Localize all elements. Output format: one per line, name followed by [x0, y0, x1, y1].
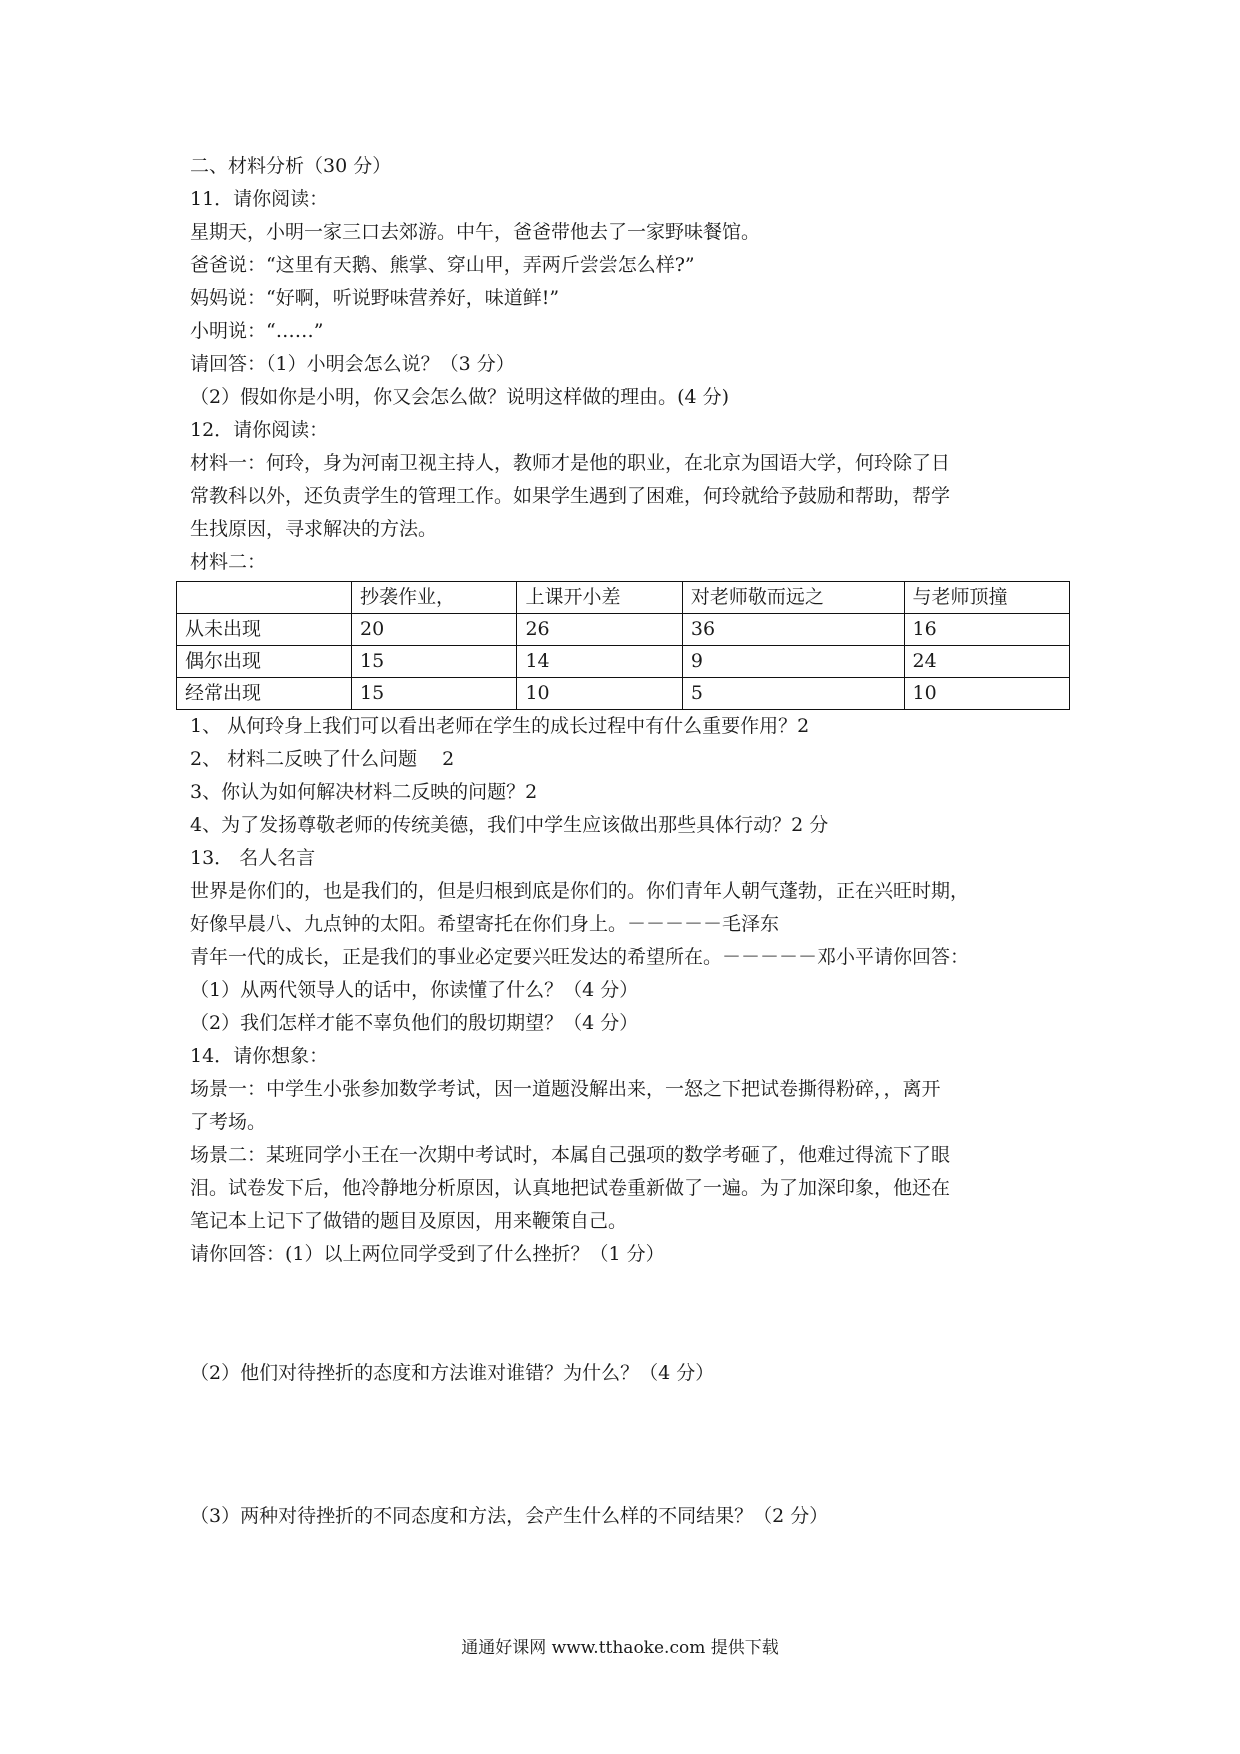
q12-question: 2、 材料二反映了什么问题 2	[190, 748, 455, 770]
table-cell: 15	[352, 678, 517, 710]
q11-line: 星期天，小明一家三口去郊游。中午，爸爸带他去了一家野味餐馆。	[190, 221, 761, 243]
q12-question: 3、你认为如何解决材料二反映的问题？2	[190, 781, 538, 803]
q14-question: （2）他们对待挫折的态度和方法谁对谁错？为什么？（4 分）	[190, 1362, 715, 1384]
table-row	[177, 678, 1070, 710]
q14-line: 场景一：中学生小张参加数学考试，因一道题没解出来，一怒之下把试卷撕得粉碎，，离开	[190, 1078, 941, 1100]
table-cell: 20	[352, 614, 517, 646]
q13-line: 世界是你们的，也是我们的，但是归根到底是你们的。你们青年人朝气蓬勃，正在兴旺时期，	[190, 880, 970, 902]
table-cell: 10	[904, 678, 1070, 710]
q11-line: 妈妈说：“好啊，听说野味营养好，味道鲜!”	[190, 287, 560, 309]
q14-line: 笔记本上记下了做错的题目及原因，用来鞭策自己。	[190, 1210, 628, 1232]
q11-line: 爸爸说：“这里有天鹅、熊掌、穿山甲，弄两斤尝尝怎么样?”	[190, 254, 695, 276]
q12-question: 1、 从何玲身上我们可以看出老师在学生的成长过程中有什么重要作用？2	[190, 715, 810, 737]
table-row	[177, 646, 1070, 678]
page-footer: 通通好课网 www.tthaoke.com 提供下载	[461, 1638, 779, 1658]
table-header-cell: 抄袭作业，	[352, 582, 517, 614]
answer-space	[190, 1271, 1070, 1357]
q14-heading: 14．请你想象：	[190, 1045, 329, 1067]
table-cell: 偶尔出现	[177, 646, 352, 678]
q13-line: 青年一代的成长，正是我们的事业必定要兴旺发达的希望所在。－－－－－邓小平请你回答：	[190, 946, 970, 968]
q14-question: （3）两种对待挫折的不同态度和方法，会产生什么样的不同结果？（2 分）	[190, 1505, 829, 1527]
table-cell: 5	[682, 678, 904, 710]
survey-table	[176, 581, 1070, 710]
q13-heading: 13． 名人名言	[190, 847, 316, 869]
table-cell: 10	[517, 678, 682, 710]
table-cell: 16	[904, 614, 1070, 646]
table-cell: 24	[904, 646, 1070, 678]
q12-question: 4、为了发扬尊敬老师的传统美德，我们中学生应该做出那些具体行动？2 分	[190, 814, 829, 836]
q11-question: （2）假如你是小明，你又会怎么做？说明这样做的理由。(4 分)	[190, 386, 730, 408]
section-title: 二、材料分析（30 分）	[190, 155, 392, 177]
q11-line: 小明说：“……”	[190, 320, 324, 342]
q12-material1-line: 生找原因，寻求解决的方法。	[190, 518, 438, 540]
q11-heading: 11．请你阅读：	[190, 188, 329, 210]
q12-material2-label: 材料二：	[190, 551, 267, 573]
table-header-row	[177, 582, 1070, 614]
table-header-cell: 与老师顶撞	[904, 582, 1070, 614]
q13-question: （2）我们怎样才能不辜负他们的殷切期望？（4 分）	[190, 1012, 639, 1034]
table-cell: 14	[517, 646, 682, 678]
table-cell: 9	[682, 646, 904, 678]
q14-line: 了考场。	[190, 1111, 267, 1133]
table-header-cell: 对老师敬而远之	[682, 582, 904, 614]
table-row	[177, 614, 1070, 646]
table-cell: 从未出现	[177, 614, 352, 646]
table-cell: 26	[517, 614, 682, 646]
q12-material1-line: 常教科以外，还负责学生的管理工作。如果学生遇到了困难，何玲就给予鼓励和帮助，帮学	[190, 485, 951, 507]
q11-question: 请回答：（1）小明会怎么说？（3 分）	[190, 353, 515, 375]
q13-line: 好像早晨八、九点钟的太阳。希望寄托在你们身上。－－－－－毛泽东	[190, 913, 780, 935]
answer-space	[190, 1390, 1070, 1500]
q14-line: 泪。试卷发下后，他冷静地分析原因，认真地把试卷重新做了一遍。为了加深印象，他还在	[190, 1177, 951, 1199]
q14-line: 场景二：某班同学小王在一次期中考试时，本属自己强项的数学考砸了，他难过得流下了眼	[190, 1144, 951, 1166]
table-header-cell: 上课开小差	[517, 582, 682, 614]
q12-heading: 12．请你阅读：	[190, 419, 329, 441]
q12-material1-line: 材料一：何玲，身为河南卫视主持人，教师才是他的职业，在北京为国语大学，何玲除了日	[190, 452, 951, 474]
q14-question: 请你回答：(1）以上两位同学受到了什么挫折？（1 分）	[190, 1243, 665, 1265]
exam-page	[185, 150, 1070, 1533]
table-header-cell	[177, 582, 352, 614]
table-cell: 15	[352, 646, 517, 678]
table-cell: 经常出现	[177, 678, 352, 710]
table-cell: 36	[682, 614, 904, 646]
q13-question: （1）从两代领导人的话中，你读懂了什么？（4 分）	[190, 979, 639, 1001]
